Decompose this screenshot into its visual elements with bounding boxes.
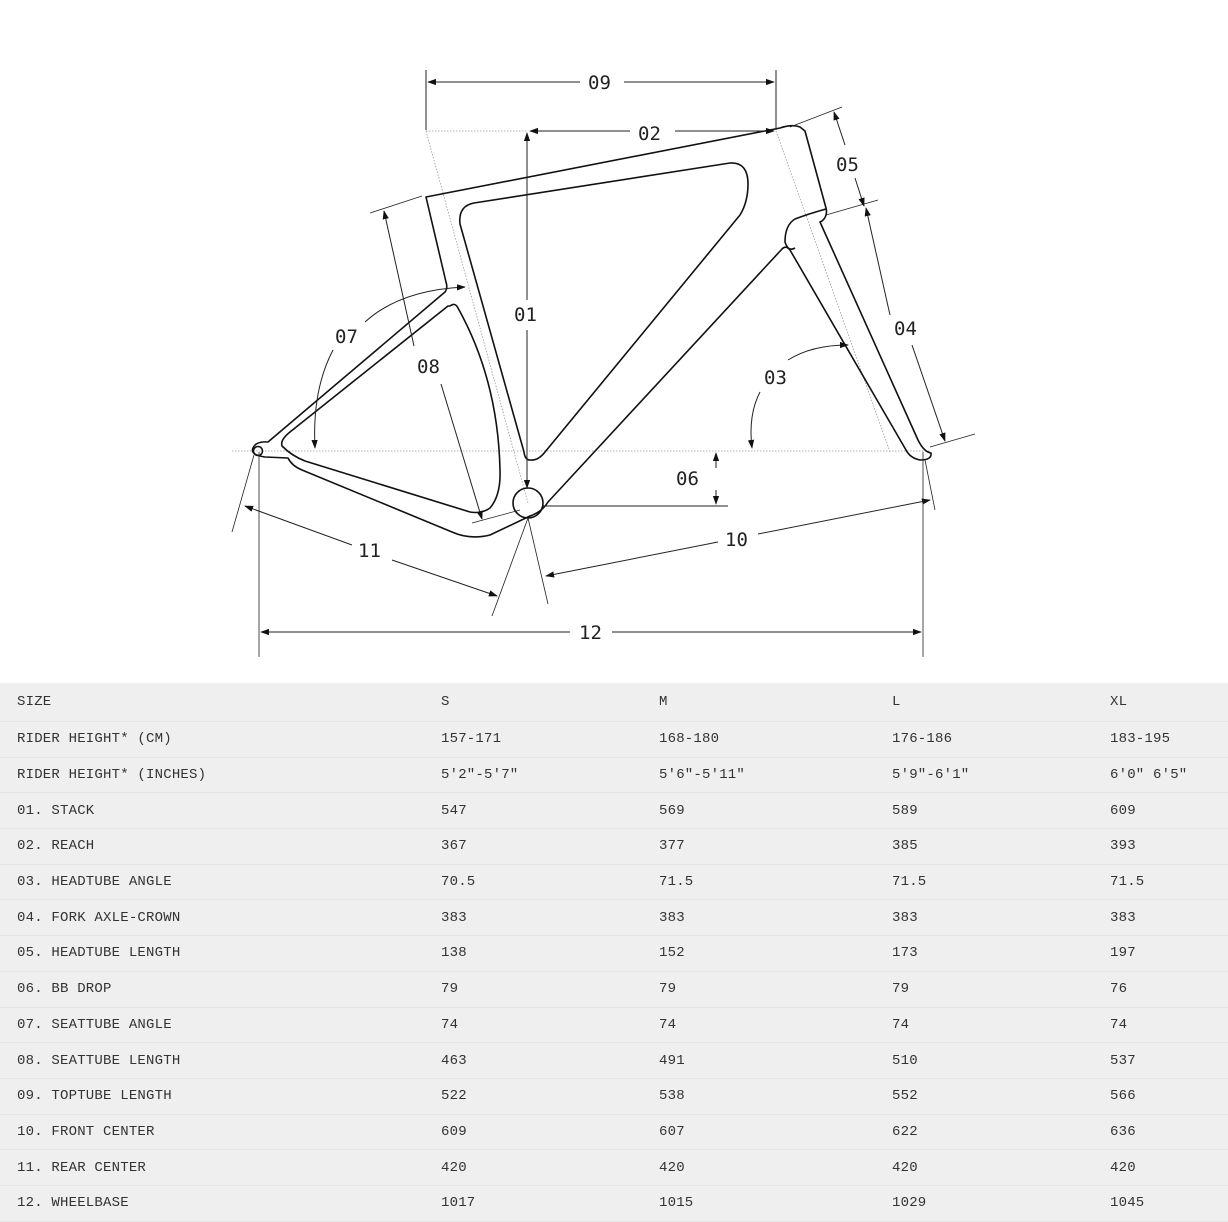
cell-xl: 609 (1110, 793, 1228, 829)
table-row (0, 1185, 1228, 1221)
cell-xl: 71.5 (1110, 864, 1228, 900)
cell-xl: 566 (1110, 1078, 1228, 1114)
cell-s: 138 (441, 936, 659, 972)
row-label: 12. WHEELBASE (0, 1185, 441, 1221)
cell-l: 622 (892, 1114, 1110, 1150)
cell-xl: 76 (1110, 971, 1228, 1007)
geometry-table (0, 683, 1228, 1222)
table-row (0, 722, 1228, 758)
table-header-row (0, 683, 1228, 722)
label-02: 02 (638, 123, 661, 145)
dimension-lines (232, 70, 975, 657)
cell-l: 552 (892, 1078, 1110, 1114)
cell-l: 385 (892, 829, 1110, 865)
row-label: 02. REACH (0, 829, 441, 865)
cell-l: 510 (892, 1043, 1110, 1079)
row-label: 07. SEATTUBE ANGLE (0, 1007, 441, 1043)
cell-l: 74 (892, 1007, 1110, 1043)
label-07: 07 (335, 326, 358, 348)
label-09: 09 (588, 72, 611, 94)
cell-xl: 183-195 (1110, 722, 1228, 758)
row-label: 04. FORK AXLE-CROWN (0, 900, 441, 936)
row-label: 11. REAR CENTER (0, 1150, 441, 1186)
table-row (0, 936, 1228, 972)
table-row (0, 757, 1228, 793)
cell-m: 491 (659, 1043, 892, 1079)
table-row (0, 971, 1228, 1007)
table-row (0, 1114, 1228, 1150)
row-label: 05. HEADTUBE LENGTH (0, 936, 441, 972)
cell-s: 547 (441, 793, 659, 829)
label-06: 06 (676, 468, 699, 490)
cell-l: 1029 (892, 1185, 1110, 1221)
cell-s: 522 (441, 1078, 659, 1114)
cell-m: 607 (659, 1114, 892, 1150)
cell-xl: 420 (1110, 1150, 1228, 1186)
cell-l: 79 (892, 971, 1110, 1007)
column-header-l: L (892, 683, 1110, 722)
row-label: 01. STACK (0, 793, 441, 829)
cell-m: 79 (659, 971, 892, 1007)
cell-s: 367 (441, 829, 659, 865)
row-label: 03. HEADTUBE ANGLE (0, 864, 441, 900)
label-12: 12 (579, 622, 602, 644)
cell-m: 152 (659, 936, 892, 972)
column-header-xl: XL (1110, 683, 1228, 722)
cell-xl: 636 (1110, 1114, 1228, 1150)
cell-s: 5'2"-5'7" (441, 757, 659, 793)
cell-m: 420 (659, 1150, 892, 1186)
cell-m: 168-180 (659, 722, 892, 758)
table-row (0, 1150, 1228, 1186)
cell-xl: 393 (1110, 829, 1228, 865)
table-row (0, 829, 1228, 865)
cell-s: 157-171 (441, 722, 659, 758)
row-label: 09. TOPTUBE LENGTH (0, 1078, 441, 1114)
cell-m: 538 (659, 1078, 892, 1114)
row-label: RIDER HEIGHT* (INCHES) (0, 757, 441, 793)
label-03: 03 (764, 367, 787, 389)
cell-m: 1015 (659, 1185, 892, 1221)
cell-m: 383 (659, 900, 892, 936)
table-row (0, 900, 1228, 936)
label-08: 08 (417, 356, 440, 378)
cell-m: 71.5 (659, 864, 892, 900)
cell-l: 5'9"-6'1" (892, 757, 1110, 793)
cell-xl: 537 (1110, 1043, 1228, 1079)
cell-s: 1017 (441, 1185, 659, 1221)
cell-s: 463 (441, 1043, 659, 1079)
table-row (0, 1043, 1228, 1079)
label-04: 04 (894, 318, 917, 340)
cell-l: 420 (892, 1150, 1110, 1186)
cell-xl: 74 (1110, 1007, 1228, 1043)
cell-l: 589 (892, 793, 1110, 829)
table-row (0, 1007, 1228, 1043)
label-01: 01 (514, 304, 537, 326)
cell-s: 420 (441, 1150, 659, 1186)
table-row (0, 1078, 1228, 1114)
cell-l: 176-186 (892, 722, 1110, 758)
cell-m: 377 (659, 829, 892, 865)
cell-xl: 197 (1110, 936, 1228, 972)
table-row (0, 793, 1228, 829)
cell-s: 609 (441, 1114, 659, 1150)
row-label: 06. BB DROP (0, 971, 441, 1007)
column-header-size: SIZE (0, 683, 441, 722)
label-05: 05 (836, 154, 859, 176)
label-10: 10 (725, 529, 748, 551)
label-11: 11 (358, 540, 381, 562)
row-label: RIDER HEIGHT* (CM) (0, 722, 441, 758)
cell-m: 74 (659, 1007, 892, 1043)
row-label: 08. SEATTUBE LENGTH (0, 1043, 441, 1079)
row-label: 10. FRONT CENTER (0, 1114, 441, 1150)
column-header-s: S (441, 683, 659, 722)
cell-xl: 6'0" 6'5" (1110, 757, 1228, 793)
cell-xl: 1045 (1110, 1185, 1228, 1221)
table-row (0, 864, 1228, 900)
cell-m: 569 (659, 793, 892, 829)
cell-l: 383 (892, 900, 1110, 936)
cell-l: 71.5 (892, 864, 1110, 900)
cell-s: 79 (441, 971, 659, 1007)
cell-m: 5'6"-5'11" (659, 757, 892, 793)
cell-xl: 383 (1110, 900, 1228, 936)
cell-s: 383 (441, 900, 659, 936)
cell-s: 74 (441, 1007, 659, 1043)
cell-l: 173 (892, 936, 1110, 972)
cell-s: 70.5 (441, 864, 659, 900)
column-header-m: M (659, 683, 892, 722)
